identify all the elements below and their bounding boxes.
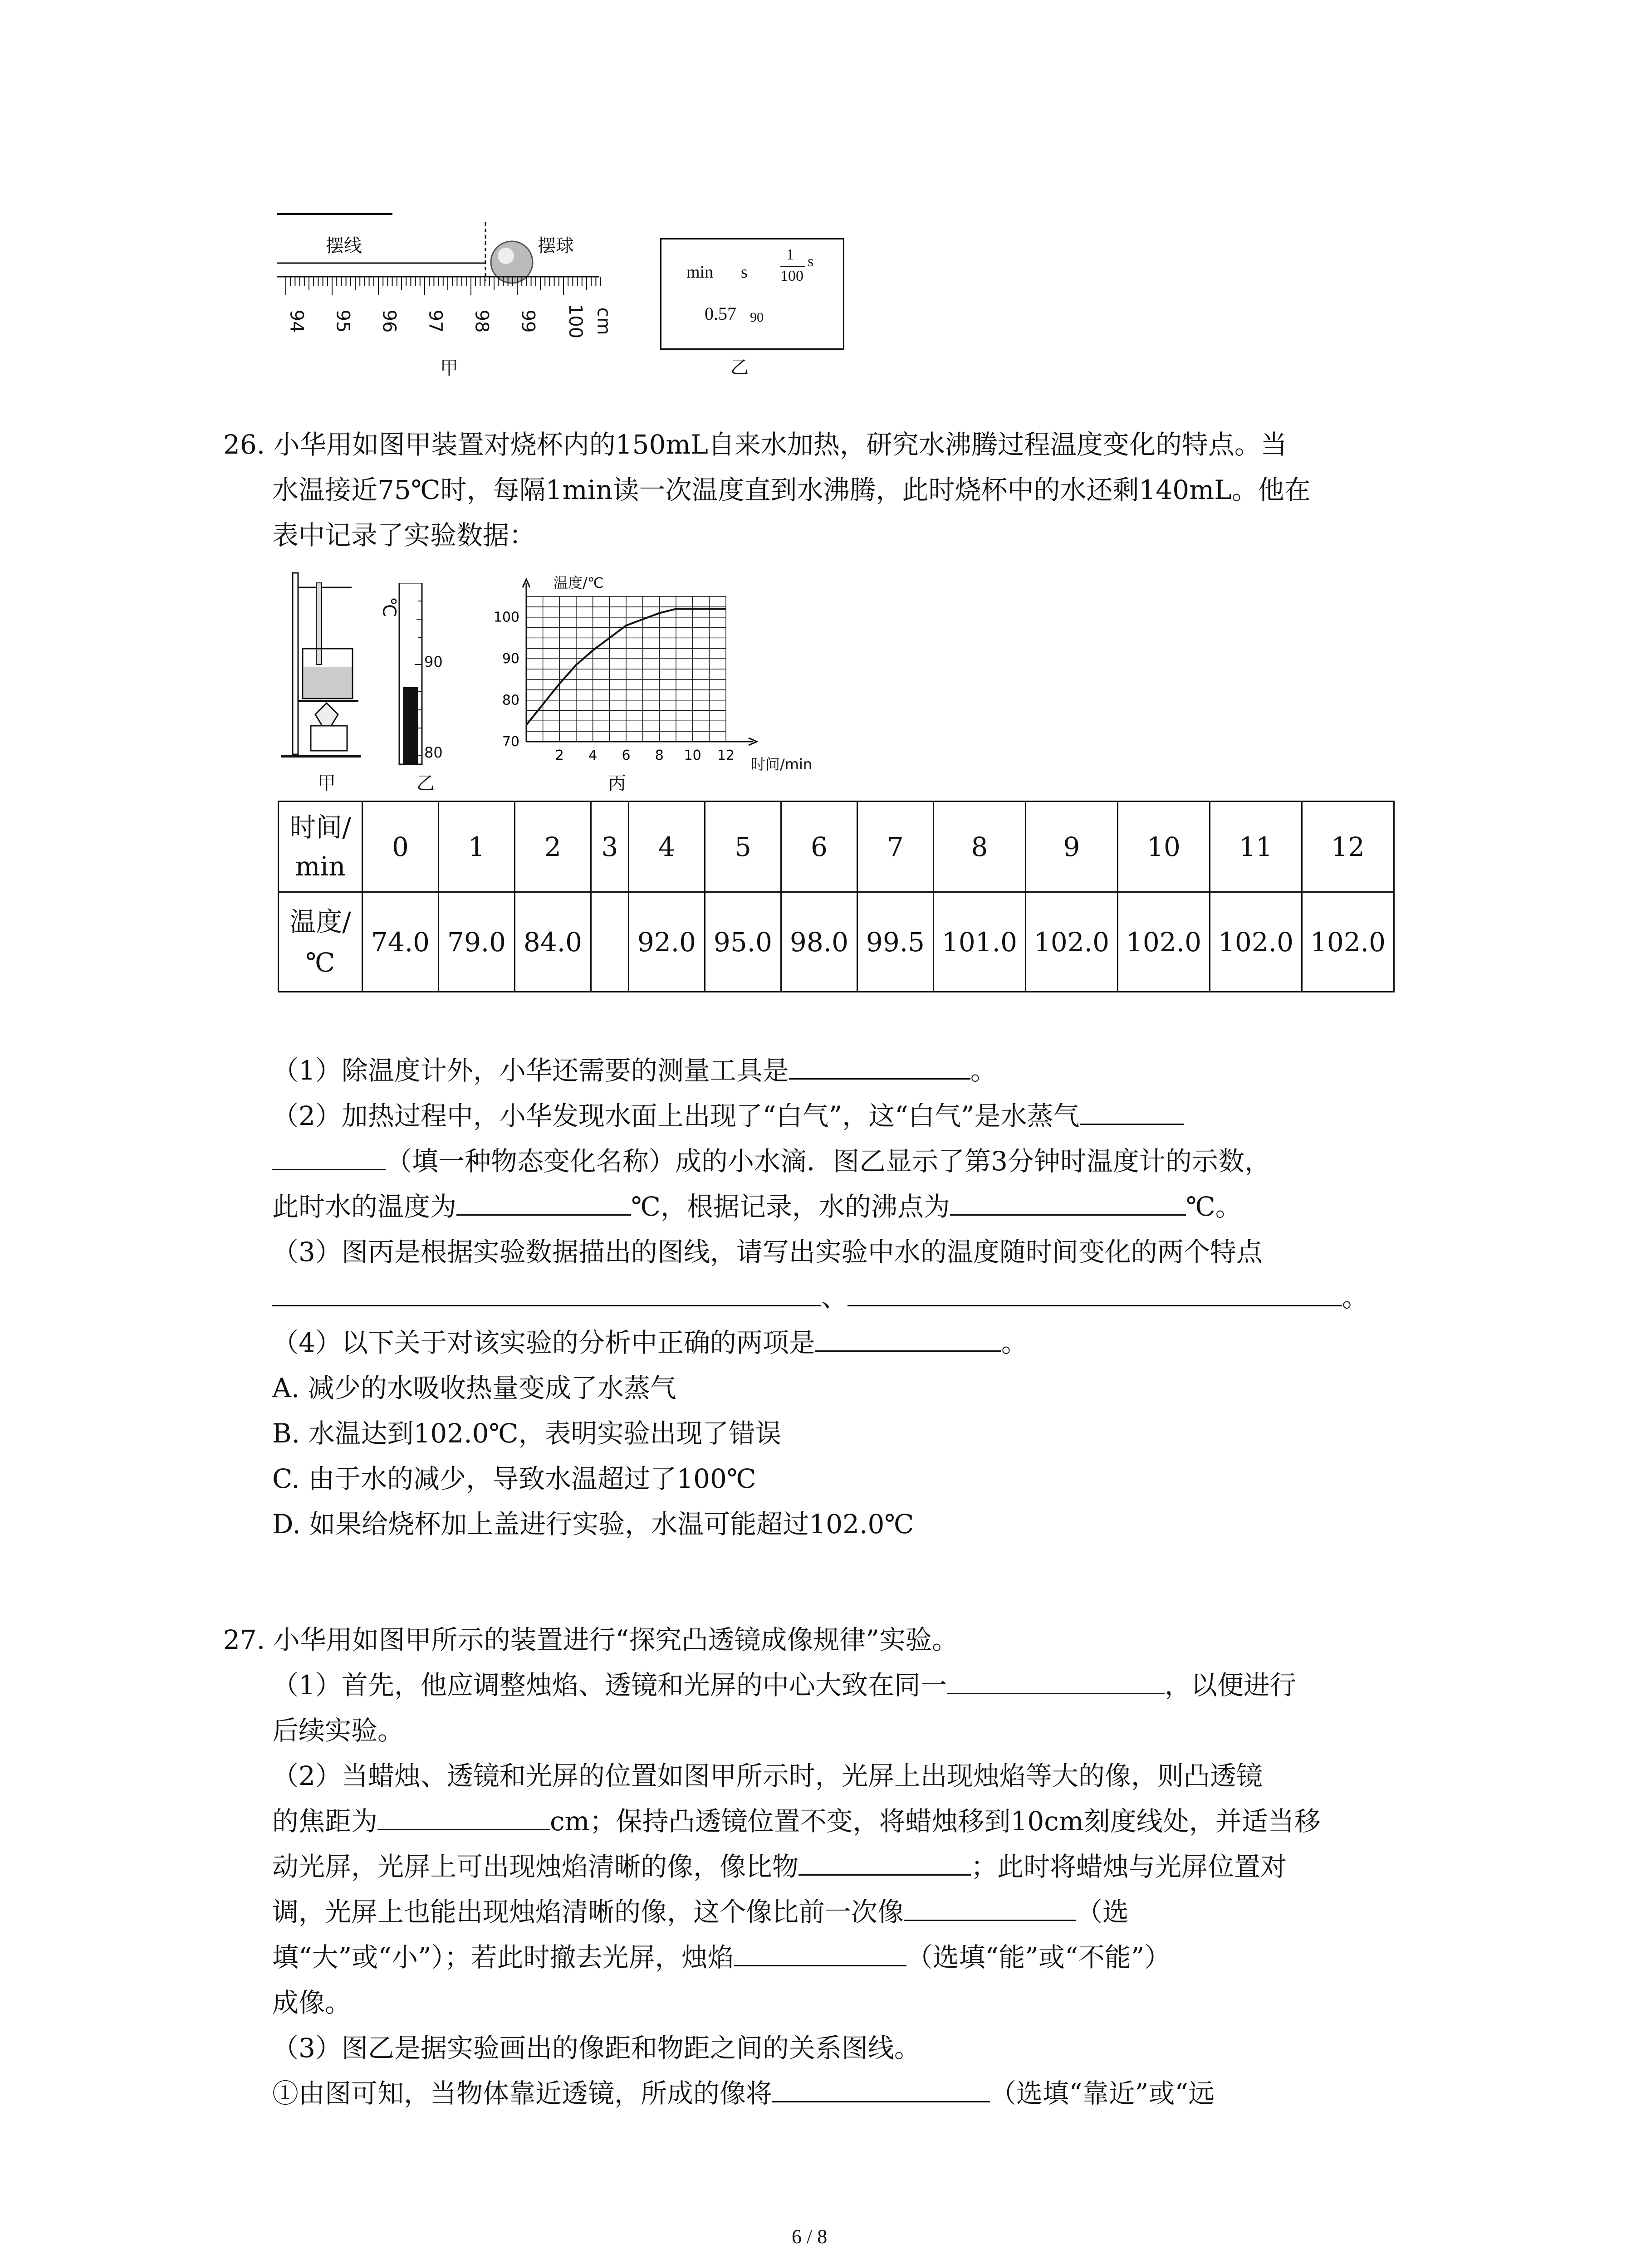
y-tick-label: 90 bbox=[502, 651, 519, 667]
q26-blank-choices[interactable] bbox=[815, 1323, 1001, 1352]
stopwatch-reading: 0.57 bbox=[705, 303, 736, 324]
q27-part2e bbox=[272, 1935, 1171, 1980]
q27-blank-focal-length[interactable] bbox=[377, 1802, 550, 1830]
figure-label-jia: 甲 bbox=[440, 358, 458, 379]
q26-part2c-end: ℃。 bbox=[1185, 1191, 1242, 1222]
table-cell: 3 bbox=[591, 802, 629, 892]
table-cell: 102.0 bbox=[1302, 892, 1394, 992]
stopwatch-figure bbox=[660, 238, 844, 350]
q26-blank-feature-1[interactable] bbox=[272, 1278, 821, 1306]
x-tick-label: 10 bbox=[684, 748, 701, 763]
figure-label-yi: 乙 bbox=[416, 773, 435, 794]
q27-part1a bbox=[272, 1662, 1296, 1708]
q26-part3b bbox=[272, 1275, 1368, 1320]
ruler-tick-95: 95 bbox=[332, 309, 353, 333]
table-cell: 84.0 bbox=[515, 892, 591, 992]
q26-part4-end: 。 bbox=[1001, 1327, 1028, 1358]
ruler-unit: cm bbox=[593, 307, 614, 335]
q27-blank-same-height[interactable] bbox=[947, 1666, 1165, 1694]
temperature-time-chart bbox=[472, 569, 844, 769]
q26-part2b bbox=[272, 1139, 1271, 1184]
table-cell: 11 bbox=[1210, 802, 1302, 892]
q27-part2c-text1: 动光屏，光屏上可出现烛焰清晰的像，像比物 bbox=[272, 1851, 799, 1882]
table-cell: 1 bbox=[439, 802, 515, 892]
table-cell: 10 bbox=[1118, 802, 1210, 892]
stopwatch-s-label: s bbox=[741, 263, 748, 282]
q26-option-b: B. 水温达到102.0℃，表明实验出现了错误 bbox=[272, 1418, 782, 1449]
table-row-temp bbox=[279, 892, 1394, 992]
ruler-tick-99: 99 bbox=[517, 309, 539, 333]
q26-blank-tool[interactable] bbox=[789, 1051, 970, 1080]
table-header-temp: 温度/℃ bbox=[279, 892, 362, 992]
q27-line1: 27. 小华用如图甲所示的装置进行“探究凸透镜成像规律”实验。 bbox=[223, 1624, 958, 1655]
q26-line2: 水温接近75℃时，每隔1min读一次温度直到水沸腾，此时烧杯中的水还剩140mL。他在 bbox=[272, 474, 1311, 505]
q26-figure bbox=[272, 569, 862, 796]
ruler-tick-100: 100 bbox=[565, 303, 586, 339]
chart-ticks bbox=[494, 610, 735, 763]
table-cell: 7 bbox=[857, 802, 934, 892]
q27-part2e-text1: 填“大”或“小”）；若此时撤去光屏，烛焰 bbox=[272, 1942, 734, 1973]
q26-blank-water-temp[interactable] bbox=[456, 1187, 631, 1216]
q26-part3-sep: 、 bbox=[821, 1282, 848, 1313]
table-cell: 6 bbox=[781, 802, 857, 892]
q26-part3a: （3）图丙是根据实验数据描出的图线，请写出实验中水的温度随时间变化的两个特点 bbox=[272, 1237, 1263, 1267]
thermometer-tick-90: 90 bbox=[424, 653, 443, 670]
q27-part1a-end: ，以便进行 bbox=[1164, 1670, 1296, 1701]
ruler-tick-94: 94 bbox=[286, 309, 307, 333]
table-cell: 79.0 bbox=[439, 892, 515, 992]
table-header-time: 时间/min bbox=[279, 802, 362, 892]
chart-grid bbox=[526, 596, 726, 742]
table-cell: 12 bbox=[1302, 802, 1394, 892]
chart-xlabel: 时间/min bbox=[751, 756, 813, 773]
table-cell: 102.0 bbox=[1118, 892, 1210, 992]
q26-part2c-mid: ℃，根据记录，水的沸点为 bbox=[631, 1191, 950, 1222]
stopwatch-frac-s: s bbox=[808, 253, 814, 270]
q27-blank-bigger-smaller[interactable] bbox=[904, 1892, 1076, 1921]
q27-blank-can-image[interactable] bbox=[734, 1938, 906, 1966]
heating-apparatus-drawing bbox=[279, 569, 370, 764]
stopwatch-min-label: min bbox=[686, 263, 714, 282]
q26-line1: 26. 小华用如图甲装置对烧杯内的150mL自来水加热，研究水沸腾过程温度变化的特点。当 bbox=[223, 429, 1287, 460]
q27-part3a bbox=[272, 2071, 1215, 2116]
q27-part2b bbox=[272, 1799, 1321, 1844]
pendulum-figure bbox=[272, 209, 626, 381]
q26-blank-phase-change-2[interactable] bbox=[272, 1142, 386, 1170]
q27-part1a-text: （1）首先，他应调整烛焰、透镜和光屏的中心大致在同一 bbox=[272, 1670, 947, 1701]
q26-option-a: A. 减少的水吸收热量变成了水蒸气 bbox=[272, 1373, 676, 1403]
q26-option-c: C. 由于水的减少，导致水温超过了100℃ bbox=[272, 1463, 756, 1494]
q26-part2a bbox=[272, 1093, 1184, 1139]
q27-part2d-text2: （选 bbox=[1076, 1897, 1129, 1927]
q27-part2d-text1: 调，光屏上也能出现烛焰清晰的像，这个像比前一次像 bbox=[272, 1897, 904, 1927]
q27-blank-image-motion[interactable] bbox=[772, 2074, 990, 2102]
table-cell: 4 bbox=[629, 802, 705, 892]
figure-label-bing: 丙 bbox=[608, 773, 626, 794]
x-tick-label: 12 bbox=[717, 748, 735, 763]
x-tick-label: 6 bbox=[622, 748, 631, 763]
table-cell: 74.0 bbox=[362, 892, 439, 992]
table-cell: 101.0 bbox=[934, 892, 1026, 992]
stopwatch-frac-den: 100 bbox=[780, 268, 803, 284]
q27-part2c bbox=[272, 1844, 1287, 1889]
q26-blank-boiling-point[interactable] bbox=[950, 1187, 1186, 1216]
q27-part2f: 成像。 bbox=[272, 1987, 352, 2018]
q26-option-d: D. 如果给烧杯加上盖进行实验，水温可能超过102.0℃ bbox=[272, 1509, 914, 1540]
q26-blank-feature-2[interactable] bbox=[847, 1278, 1342, 1306]
q26-blank-phase-change-1[interactable] bbox=[1080, 1096, 1184, 1125]
stopwatch-frac-num: 1 bbox=[786, 246, 794, 263]
thermometer-tick-80: 80 bbox=[424, 744, 443, 761]
ruler-tick-labels bbox=[272, 303, 626, 339]
table-cell: 102.0 bbox=[1210, 892, 1302, 992]
pendulum-line-label: 摆线 bbox=[326, 235, 362, 256]
ruler-tick-97: 97 bbox=[425, 309, 446, 333]
q26-part2c-text: 此时水的温度为 bbox=[272, 1191, 457, 1222]
q26-part1-end: 。 bbox=[970, 1055, 997, 1086]
q26-part4 bbox=[272, 1320, 1028, 1365]
q26-part1 bbox=[272, 1048, 997, 1093]
table-cell: 5 bbox=[705, 802, 781, 892]
q27-part2a: （2）当蜡烛、透镜和光屏的位置如图甲所示时，光屏上出现烛焰等大的像，则凸透镜 bbox=[272, 1760, 1263, 1791]
q27-part2e-text2: （选填“能”或“不能”） bbox=[906, 1942, 1171, 1973]
q26-line3: 表中记录了实验数据： bbox=[272, 520, 536, 551]
q26-part3-end: 。 bbox=[1342, 1282, 1369, 1313]
y-tick-label: 70 bbox=[502, 734, 519, 750]
q27-part2c-text2: ；此时将蜡烛与光屏位置对 bbox=[971, 1851, 1287, 1882]
y-tick-label: 80 bbox=[502, 692, 519, 709]
table-cell: 2 bbox=[515, 802, 591, 892]
x-tick-label: 8 bbox=[655, 748, 664, 763]
x-tick-label: 4 bbox=[588, 748, 598, 763]
pendulum-ball-label: 摆球 bbox=[538, 235, 574, 256]
q26-part2b-text: （填一种物态变化名称）成的小水滴．图乙显示了第3分钟时温度计的示数， bbox=[386, 1146, 1271, 1177]
chart-ylabel: 温度/℃ bbox=[554, 574, 604, 591]
table-cell: 92.0 bbox=[629, 892, 705, 992]
table-cell: 99.5 bbox=[857, 892, 934, 992]
q27-part2d bbox=[272, 1889, 1129, 1935]
q27-part3a-text1: ①由图可知，当物体靠近透镜，所成的像将 bbox=[272, 2078, 773, 2109]
table-cell: 8 bbox=[934, 802, 1026, 892]
q27-part3: （3）图乙是据实验画出的像距和物距之间的关系图线。 bbox=[272, 2033, 921, 2063]
table-cell: 0 bbox=[362, 802, 439, 892]
table-cell: 95.0 bbox=[705, 892, 781, 992]
table-cell: 9 bbox=[1026, 802, 1118, 892]
q26-part1-text: （1）除温度计外，小华还需要的测量工具是 bbox=[272, 1055, 789, 1086]
table-cell: 102.0 bbox=[1026, 892, 1118, 992]
ruler-tick-96: 96 bbox=[378, 309, 400, 333]
q27-part2b-text1: 的焦距为 bbox=[272, 1806, 378, 1837]
chart-axes bbox=[523, 579, 757, 745]
page-number: 6 / 8 bbox=[792, 2225, 828, 2248]
q26-part4-text: （4）以下关于对该实验的分析中正确的两项是 bbox=[272, 1327, 815, 1358]
figure-label-yi: 乙 bbox=[730, 357, 749, 378]
q26-part2a-text: （2）加热过程中，小华发现水面上出现了“白气”，这“白气”是水蒸气 bbox=[272, 1100, 1080, 1131]
thermometer-unit: ℃ bbox=[378, 596, 400, 617]
figure-label-jia: 甲 bbox=[318, 773, 336, 794]
q26-data-table bbox=[278, 801, 1395, 992]
q27-part3a-text2: （选填“靠近”或“远 bbox=[990, 2078, 1215, 2109]
y-tick-label: 100 bbox=[493, 609, 519, 626]
stopwatch-frac-bar bbox=[780, 266, 805, 267]
stopwatch-reading2: 90 bbox=[750, 310, 764, 325]
ruler-tick-98: 98 bbox=[471, 309, 492, 333]
q27-blank-image-size[interactable] bbox=[798, 1847, 971, 1876]
table-row-time bbox=[279, 802, 1394, 892]
x-tick-label: 2 bbox=[555, 748, 564, 763]
table-cell: 98.0 bbox=[781, 892, 857, 992]
q26-part2c bbox=[272, 1184, 1242, 1229]
q27-part1b: 后续实验。 bbox=[272, 1715, 404, 1746]
table-cell bbox=[591, 892, 629, 992]
q27-part2b-text2: cm；保持凸透镜位置不变，将蜡烛移到10cm刻度线处，并适当移 bbox=[550, 1806, 1321, 1837]
